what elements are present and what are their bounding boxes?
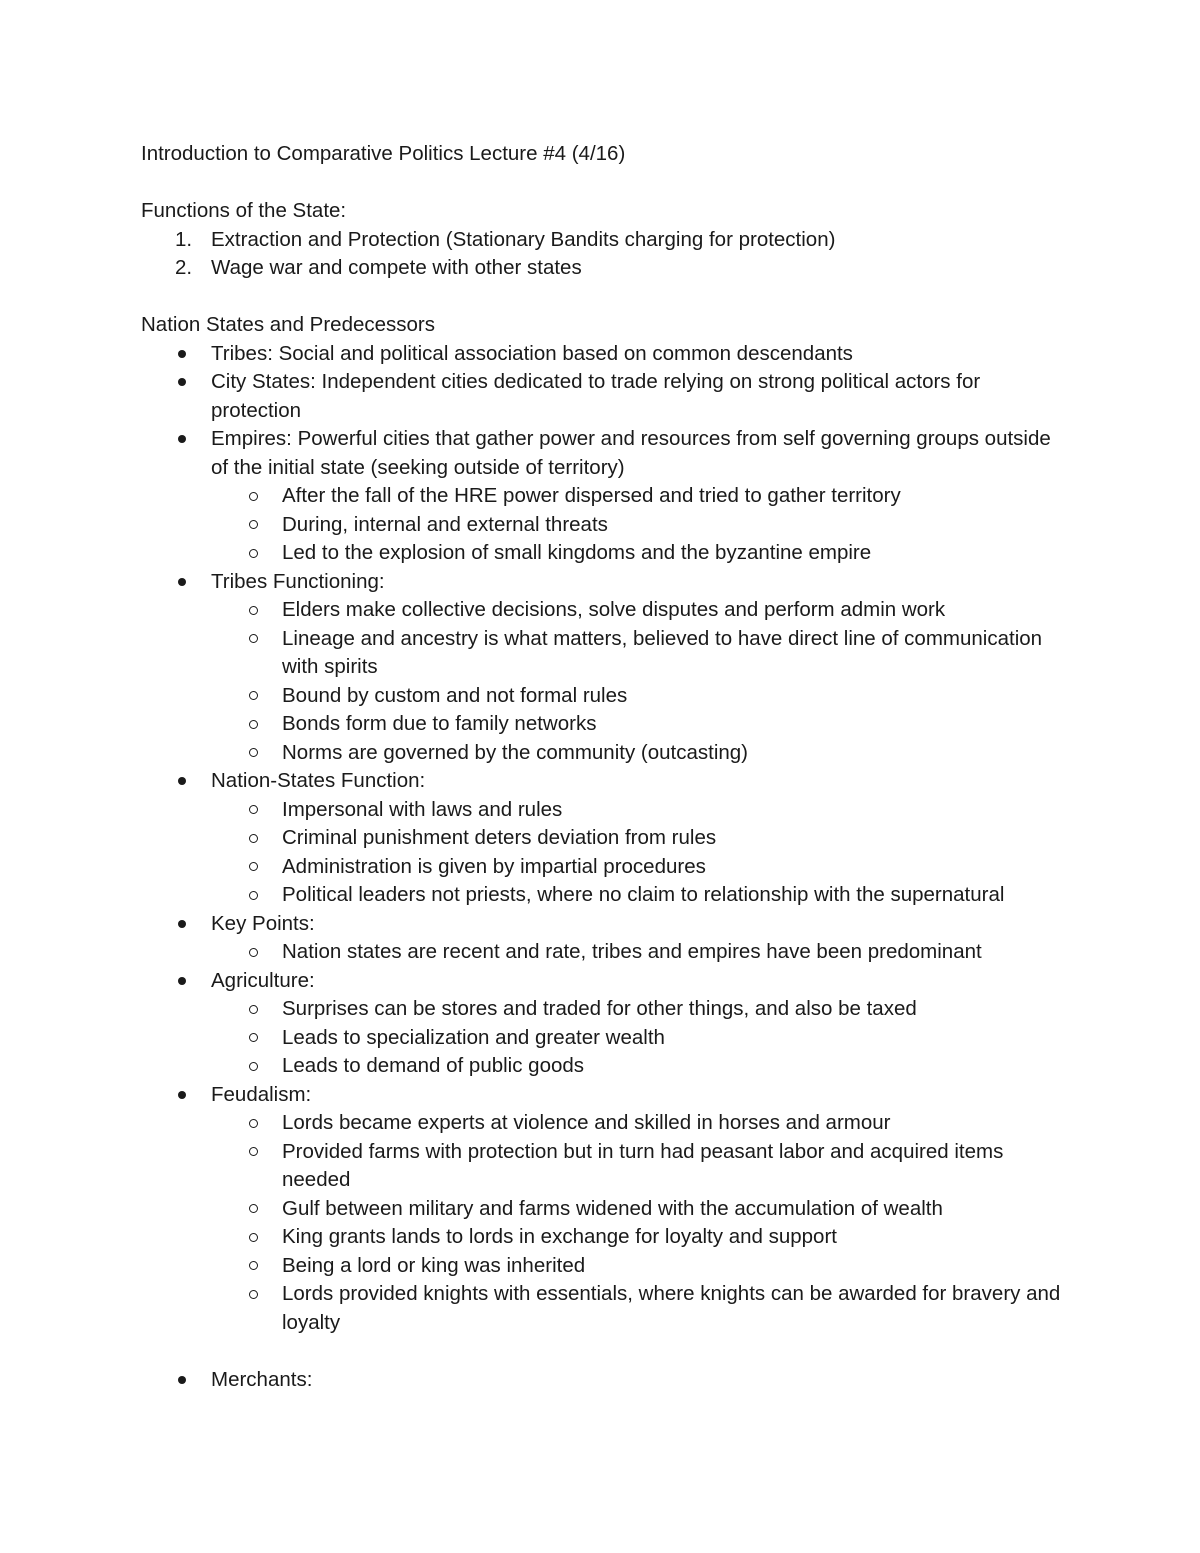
bullet-circle-icon xyxy=(249,796,261,825)
bullet-item xyxy=(141,1366,1061,1395)
sub-bullet-text: Provided farms with protection but in turn had peasant labor and acquired items needed xyxy=(282,1139,1004,1191)
bullet-text: Nation-States Function: xyxy=(211,769,426,792)
bullet-circle-icon xyxy=(249,881,261,910)
sub-bullet-item xyxy=(141,1195,1061,1224)
bullet-item xyxy=(141,1081,1061,1110)
bullet-circle-icon xyxy=(249,1109,261,1138)
sub-bullet-item xyxy=(141,796,1061,825)
sub-bullet-text: Bonds form due to family networks xyxy=(282,712,597,735)
sub-bullet-item xyxy=(141,682,1061,711)
bullet-disc-icon xyxy=(178,425,188,454)
bullet-circle-icon xyxy=(249,824,261,853)
list-number: 2. xyxy=(175,256,193,279)
sub-bullet-text: During, internal and external threats xyxy=(282,512,608,536)
sub-bullet-text: Leads to demand of public goods xyxy=(282,1054,585,1077)
sub-bullet-text: Bound by custom and not formal rules xyxy=(282,683,628,707)
sub-bullet-item xyxy=(141,482,1061,511)
sub-bullet-text: Gulf between military and farms widened with the accumulation of wealth xyxy=(282,1196,943,1220)
bullet-disc-icon xyxy=(178,568,188,597)
bullet-item xyxy=(141,767,1061,796)
bullet-item xyxy=(141,568,1061,597)
bullet-circle-icon xyxy=(249,1223,261,1252)
spacer xyxy=(141,1337,1061,1366)
bullet-circle-icon xyxy=(249,1280,261,1309)
sub-bullet-item xyxy=(141,596,1061,625)
sub-bullet-item xyxy=(141,625,1061,682)
bullet-text: Empires: Powerful cities that gather power and resources from self governing groups outside of the initial state (seeking outside of territory) xyxy=(211,427,1051,479)
bullet-disc-icon xyxy=(178,967,188,996)
bullet-circle-icon xyxy=(249,995,261,1024)
bullet-item xyxy=(141,340,1061,369)
bullet-text: Tribes Functioning: xyxy=(211,569,385,593)
sub-bullet-text: Leads to specialization and greater wealth xyxy=(282,1025,665,1049)
bullet-circle-icon xyxy=(249,1252,261,1281)
numbered-item xyxy=(141,254,1061,283)
bullet-item xyxy=(141,368,1061,425)
sub-bullet-item xyxy=(141,938,1061,967)
bullet-text: Merchants: xyxy=(211,1367,313,1391)
bullet-text: City States: Independent cities dedicated to trade relying on strong political actors for protection xyxy=(211,370,981,422)
sub-bullet-item xyxy=(141,511,1061,540)
sub-bullet-text: Administration is given by impartial procedures xyxy=(282,854,706,878)
bullet-disc-icon xyxy=(178,340,188,369)
spacer xyxy=(141,283,1061,312)
bullet-circle-icon xyxy=(249,853,261,882)
sub-bullet-text: King grants lands to lords in exchange for loyalty and support xyxy=(282,1225,837,1248)
sub-bullet-text: Led to the explosion of small kingdoms and the byzantine empire xyxy=(282,541,872,564)
bullet-item xyxy=(141,910,1061,939)
sub-bullet-text: Lineage and ancestry is what matters, believed to have direct line of communication with spirits xyxy=(282,626,1043,678)
sub-bullet-text: After the fall of the HRE power dispersed and tried to gather territory xyxy=(282,484,901,507)
bullet-circle-icon xyxy=(249,938,261,967)
sub-bullet-text: Norms are governed by the community (outcasting) xyxy=(282,740,749,764)
nation-heading: Nation States and Predecessors xyxy=(141,313,435,336)
list-number: 1. xyxy=(175,227,193,251)
sub-bullet-item xyxy=(141,1138,1061,1195)
bullet-circle-icon xyxy=(249,625,261,654)
bullet-disc-icon xyxy=(178,767,188,796)
sub-bullet-item xyxy=(141,1109,1061,1138)
bullet-circle-icon xyxy=(249,1195,261,1224)
sub-bullet-item xyxy=(141,1223,1061,1252)
functions-heading: Functions of the State: xyxy=(141,199,347,222)
sub-bullet-text: Criminal punishment deters deviation from rules xyxy=(282,826,717,849)
sub-bullet-text: Nation states are recent and rate, tribes and empires have been predominant xyxy=(282,940,982,963)
numbered-item-text: Extraction and Protection (Stationary Bandits charging for protection) xyxy=(211,227,836,251)
sub-bullet-item xyxy=(141,1280,1061,1337)
bullet-disc-icon xyxy=(178,368,188,397)
bullet-text: Key Points: xyxy=(211,911,315,935)
bullet-disc-icon xyxy=(178,1366,188,1395)
sub-bullet-item xyxy=(141,881,1061,910)
numbered-item-text: Wage war and compete with other states xyxy=(211,256,582,279)
sub-bullet-text: Being a lord or king was inherited xyxy=(282,1253,586,1277)
bullet-disc-icon xyxy=(178,1081,188,1110)
bullet-circle-icon xyxy=(249,1024,261,1053)
sub-bullet-item xyxy=(141,1024,1061,1053)
bullet-text: Agriculture: xyxy=(211,968,315,992)
sub-bullet-item xyxy=(141,539,1061,568)
sub-bullet-item xyxy=(141,824,1061,853)
sub-bullet-text: Impersonal with laws and rules xyxy=(282,797,563,821)
bullet-circle-icon xyxy=(249,710,261,739)
bullet-text: Feudalism: xyxy=(211,1082,312,1106)
bullet-circle-icon xyxy=(249,682,261,711)
bullet-item xyxy=(141,425,1061,482)
sub-bullet-text: Elders make collective decisions, solve disputes and perform admin work xyxy=(282,598,946,621)
sub-bullet-item xyxy=(141,1252,1061,1281)
document-title: Introduction to Comparative Politics Lecture #4 (4/16) xyxy=(141,142,626,165)
document-page xyxy=(141,140,1061,1394)
numbered-item xyxy=(141,226,1061,255)
bullet-disc-icon xyxy=(178,910,188,939)
bullet-circle-icon xyxy=(249,596,261,625)
bullet-text: Tribes: Social and political association based on common descendants xyxy=(211,341,853,365)
sub-bullet-text: Political leaders not priests, where no claim to relationship with the supernatural xyxy=(282,883,1005,906)
sub-bullet-text: Surprises can be stores and traded for other things, and also be taxed xyxy=(282,997,917,1020)
bullet-circle-icon xyxy=(249,739,261,768)
sub-bullet-item xyxy=(141,853,1061,882)
sub-bullet-item xyxy=(141,710,1061,739)
sub-bullet-item xyxy=(141,739,1061,768)
sub-bullet-text: Lords provided knights with essentials, where knights can be awarded for bravery and loyalty xyxy=(282,1282,1061,1334)
bullet-circle-icon xyxy=(249,482,261,511)
bullet-circle-icon xyxy=(249,511,261,540)
bullet-circle-icon xyxy=(249,539,261,568)
spacer xyxy=(141,169,1061,198)
bullet-circle-icon xyxy=(249,1052,261,1081)
bullet-item xyxy=(141,967,1061,996)
sub-bullet-text: Lords became experts at violence and skilled in horses and armour xyxy=(282,1111,891,1134)
sub-bullet-item xyxy=(141,995,1061,1024)
sub-bullet-item xyxy=(141,1052,1061,1081)
bullet-circle-icon xyxy=(249,1138,261,1167)
